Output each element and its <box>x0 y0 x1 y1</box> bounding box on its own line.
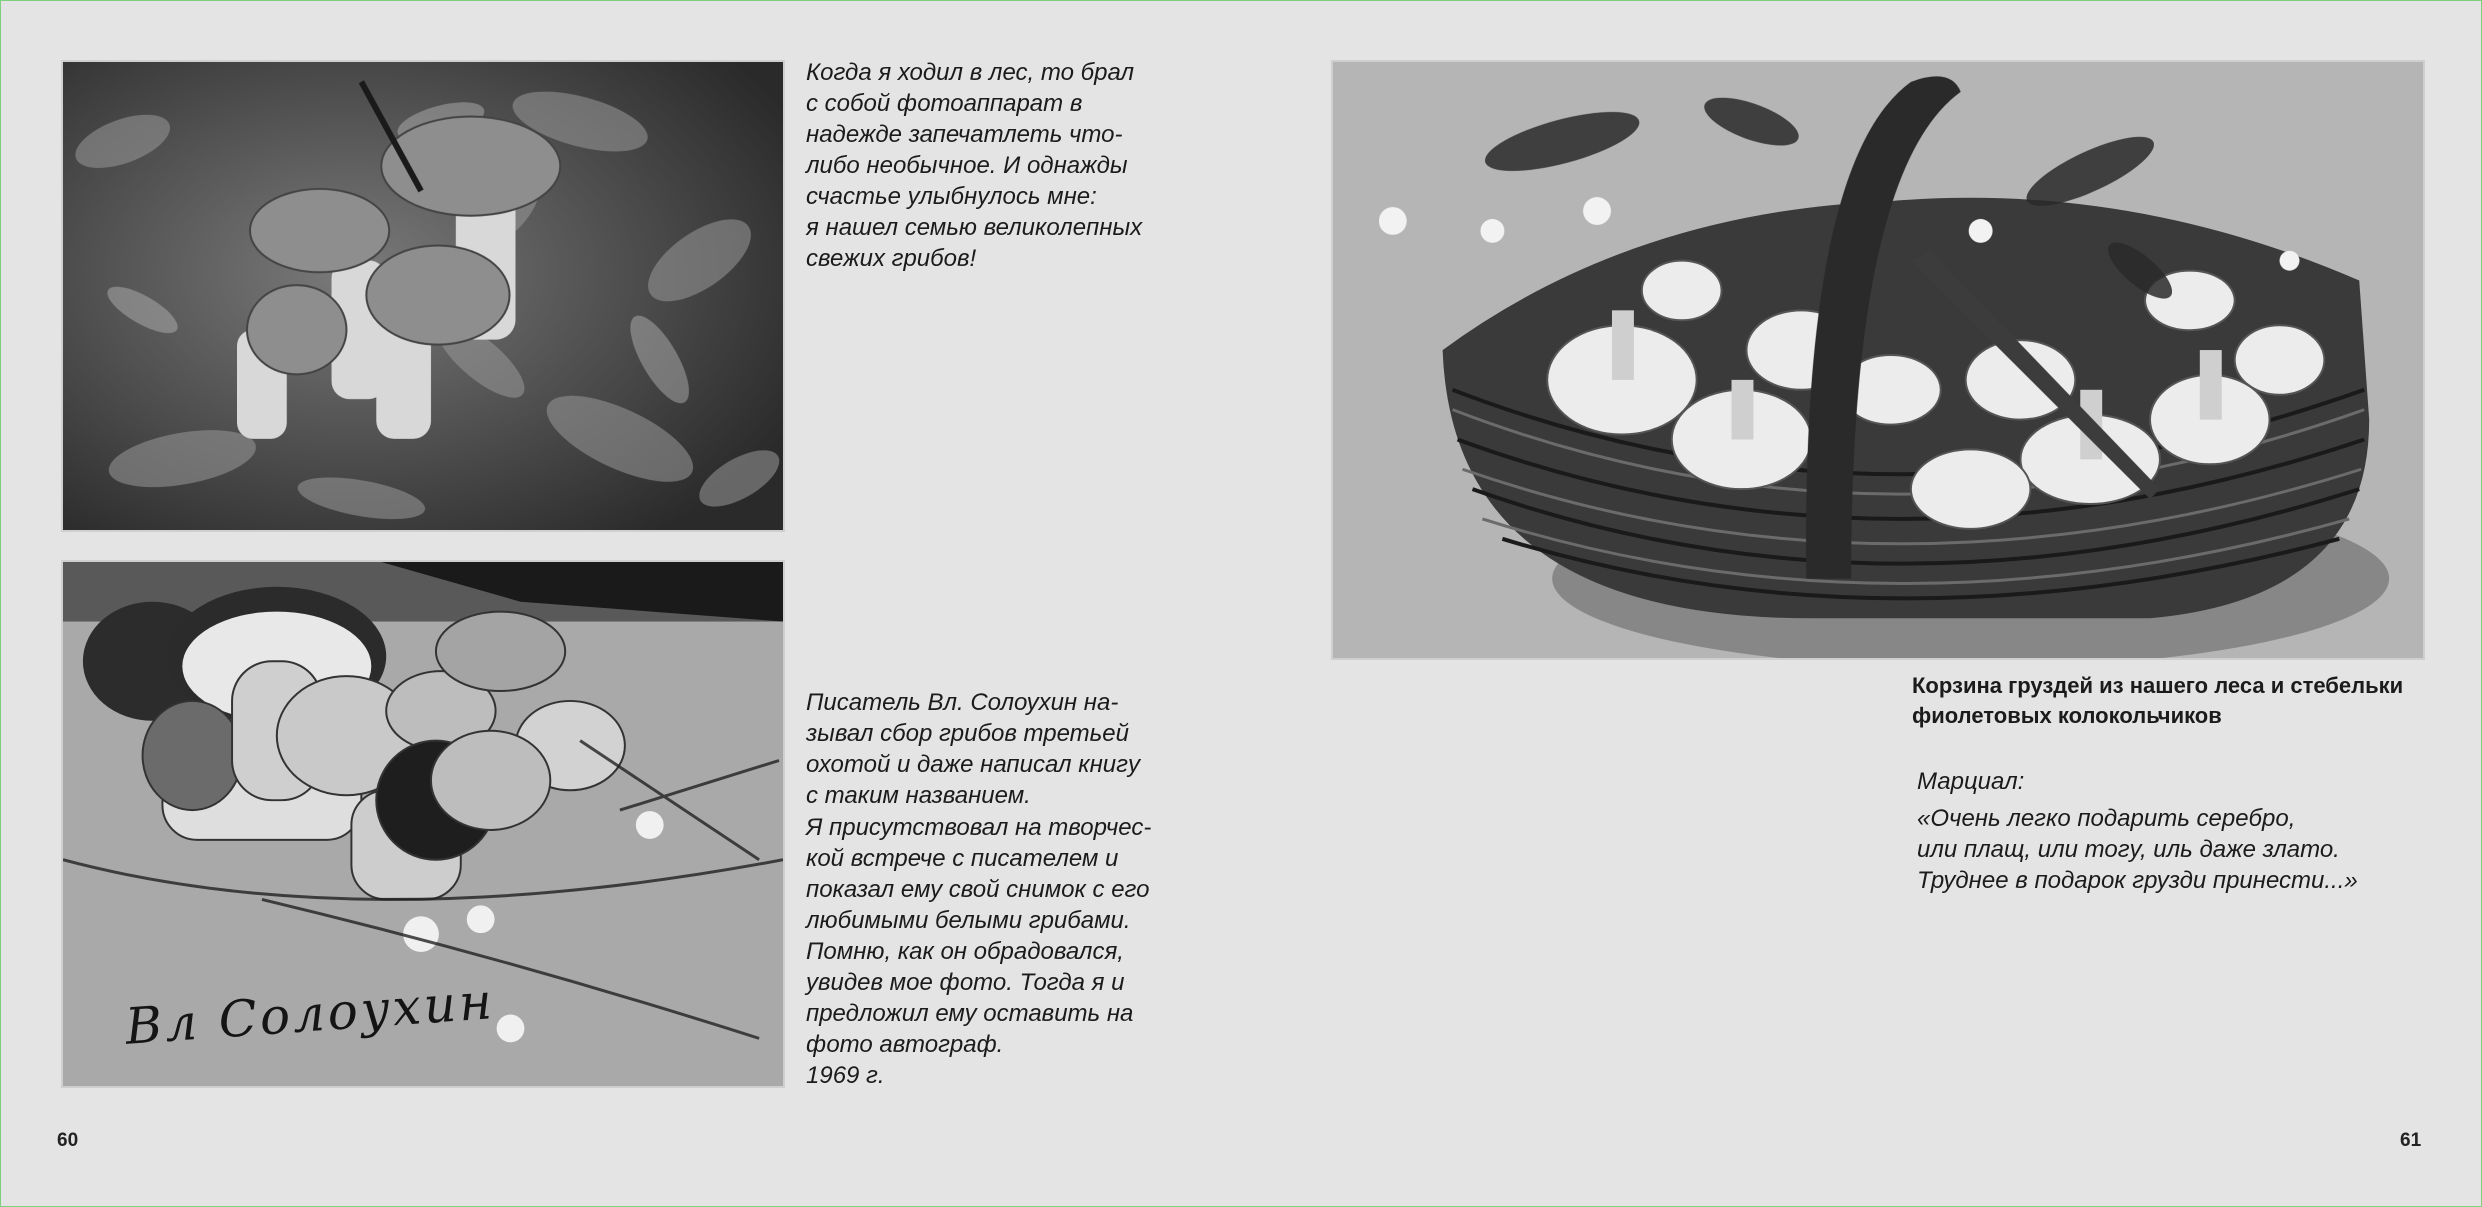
mushroom-basket-photo <box>1331 60 2425 660</box>
soloukhin-line: с таким названием. <box>806 782 1031 809</box>
meeting-line: фото автограф. <box>806 1031 1004 1058</box>
page-number-left: 60 <box>57 1130 79 1151</box>
meeting-paragraph <box>806 812 1186 1060</box>
meeting-line: показал ему свой снимок с его <box>806 876 1150 903</box>
meeting-line: Я присутствовал на творчес- <box>806 814 1152 841</box>
quote-text <box>1917 803 2437 896</box>
soloukhin-line: Писатель Вл. Солоухин на- <box>806 689 1119 716</box>
soloukhin-paragraph <box>806 687 1186 811</box>
intro-line: Когда я ходил в лес, то брал <box>806 59 1135 86</box>
meeting-line: Помню, как он обрадовался, <box>806 938 1124 965</box>
caption-line: фиолетовых колокольчиков <box>1912 703 2222 728</box>
meeting-line: кой встрече с писателем и <box>806 845 1119 872</box>
intro-line: надежде запечатлеть что- <box>806 121 1123 148</box>
quote-line: «Очень легко подарить серебро, <box>1917 805 2296 832</box>
intro-line: с собой фотоаппарат в <box>806 90 1083 117</box>
quote-author: Марциал: <box>1917 768 2025 795</box>
intro-line: я нашел семью великолепных <box>806 214 1143 241</box>
year-label: 1969 г. <box>806 1062 885 1089</box>
intro-paragraph <box>806 57 1186 274</box>
autograph-signature: Вл Солоухин <box>123 972 497 1056</box>
basket-caption <box>1912 671 2432 731</box>
mushroom-family-photo <box>61 60 785 532</box>
page-number-right: 61 <box>2400 1130 2422 1151</box>
intro-line: свежих грибов! <box>806 245 977 272</box>
caption-line: Корзина груздей из нашего леса и стебельки <box>1912 673 2404 698</box>
meeting-line: увидев мое фото. Тогда я и <box>806 969 1125 996</box>
intro-line: счастье улыбнулось мне: <box>806 183 1097 210</box>
quote-line: Труднее в подарок грузди принести...» <box>1917 867 2358 894</box>
soloukhin-line: охотой и даже написал книгу <box>806 751 1140 778</box>
meeting-line: любимыми белыми грибами. <box>806 907 1131 934</box>
soloukhin-line: зывал сбор грибов третьей <box>806 720 1129 747</box>
quote-line: или плащ, или тогу, иль даже злато. <box>1917 836 2340 863</box>
meeting-line: предложил ему оставить на <box>806 1000 1134 1027</box>
intro-line: либо необычное. И однажды <box>806 152 1128 179</box>
